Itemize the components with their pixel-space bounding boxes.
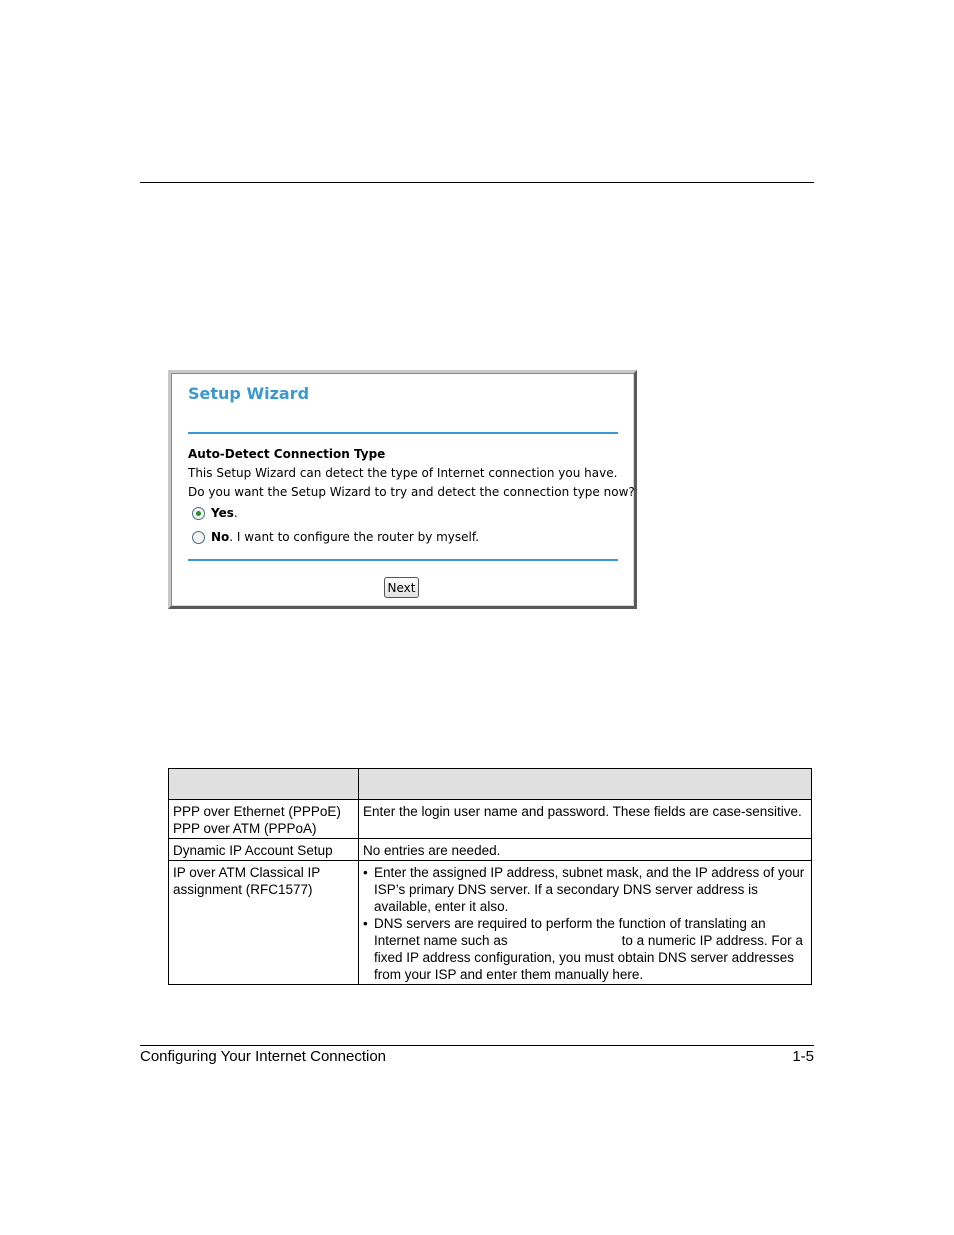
bullet-text-end: to a numeric IP address. For a fixed IP address configuration, you must obtain DNS server addresses from your ISP and enter them manually here.: [374, 933, 803, 982]
setup-wizard-screenshot: [168, 370, 637, 609]
connection-type-cell: [169, 800, 359, 839]
description-cell: [359, 861, 812, 985]
connection-type-table: [168, 768, 812, 985]
bullet-item: [363, 915, 807, 983]
no-label: No: [211, 530, 230, 544]
footer-page-number: 1-5: [792, 1048, 814, 1065]
next-button[interactable]: Next: [384, 577, 419, 598]
table-header-cell: [169, 769, 359, 800]
connection-type-line: PPP over ATM (PPPoA): [173, 821, 317, 836]
yes-label: Yes: [211, 506, 234, 520]
table-header-row: [169, 769, 812, 800]
table-row: [169, 800, 812, 839]
connection-type-cell: IP over ATM Classical IP assignment (RFC1577): [169, 861, 359, 985]
footer-rule: [140, 1045, 814, 1046]
no-option[interactable]: [192, 530, 479, 544]
description-bullets: [363, 864, 807, 983]
connection-type-cell: Dynamic IP Account Setup: [169, 839, 359, 861]
connection-type-line: PPP over Ethernet (PPPoE): [173, 804, 341, 819]
wizard-divider-bottom: [188, 559, 618, 561]
yes-radio-icon[interactable]: [192, 507, 205, 520]
wizard-description-line: This Setup Wizard can detect the type of Internet connection you have.: [188, 466, 618, 480]
description-cell: Enter the login user name and password. These fields are case-sensitive.: [359, 800, 812, 839]
yes-suffix: .: [233, 506, 238, 520]
bullet-text-start: DNS servers are required to perform the function of translating an Internet name such as: [374, 916, 766, 948]
no-suffix: . I want to configure the router by myself.: [229, 530, 480, 544]
wizard-title: Setup Wizard: [188, 384, 310, 403]
footer-chapter-title: Configuring Your Internet Connection: [140, 1048, 387, 1065]
table-header-cell: [359, 769, 812, 800]
description-cell: No entries are needed.: [359, 839, 812, 861]
bullet-item: • Enter the assigned IP address, subnet mask, and the IP address of your ISP’s primary DNS server. If a secondary DNS server address is available, enter it also.: [363, 864, 807, 915]
no-radio-icon[interactable]: [192, 531, 205, 544]
header-rule: [140, 182, 814, 183]
yes-option[interactable]: [192, 506, 238, 520]
wizard-divider-top: [188, 432, 618, 434]
table-row: [169, 839, 812, 861]
wizard-section-heading: Auto-Detect Connection Type: [188, 447, 386, 461]
table-row: [169, 861, 812, 985]
wizard-question-line: Do you want the Setup Wizard to try and detect the connection type now?: [188, 485, 635, 499]
